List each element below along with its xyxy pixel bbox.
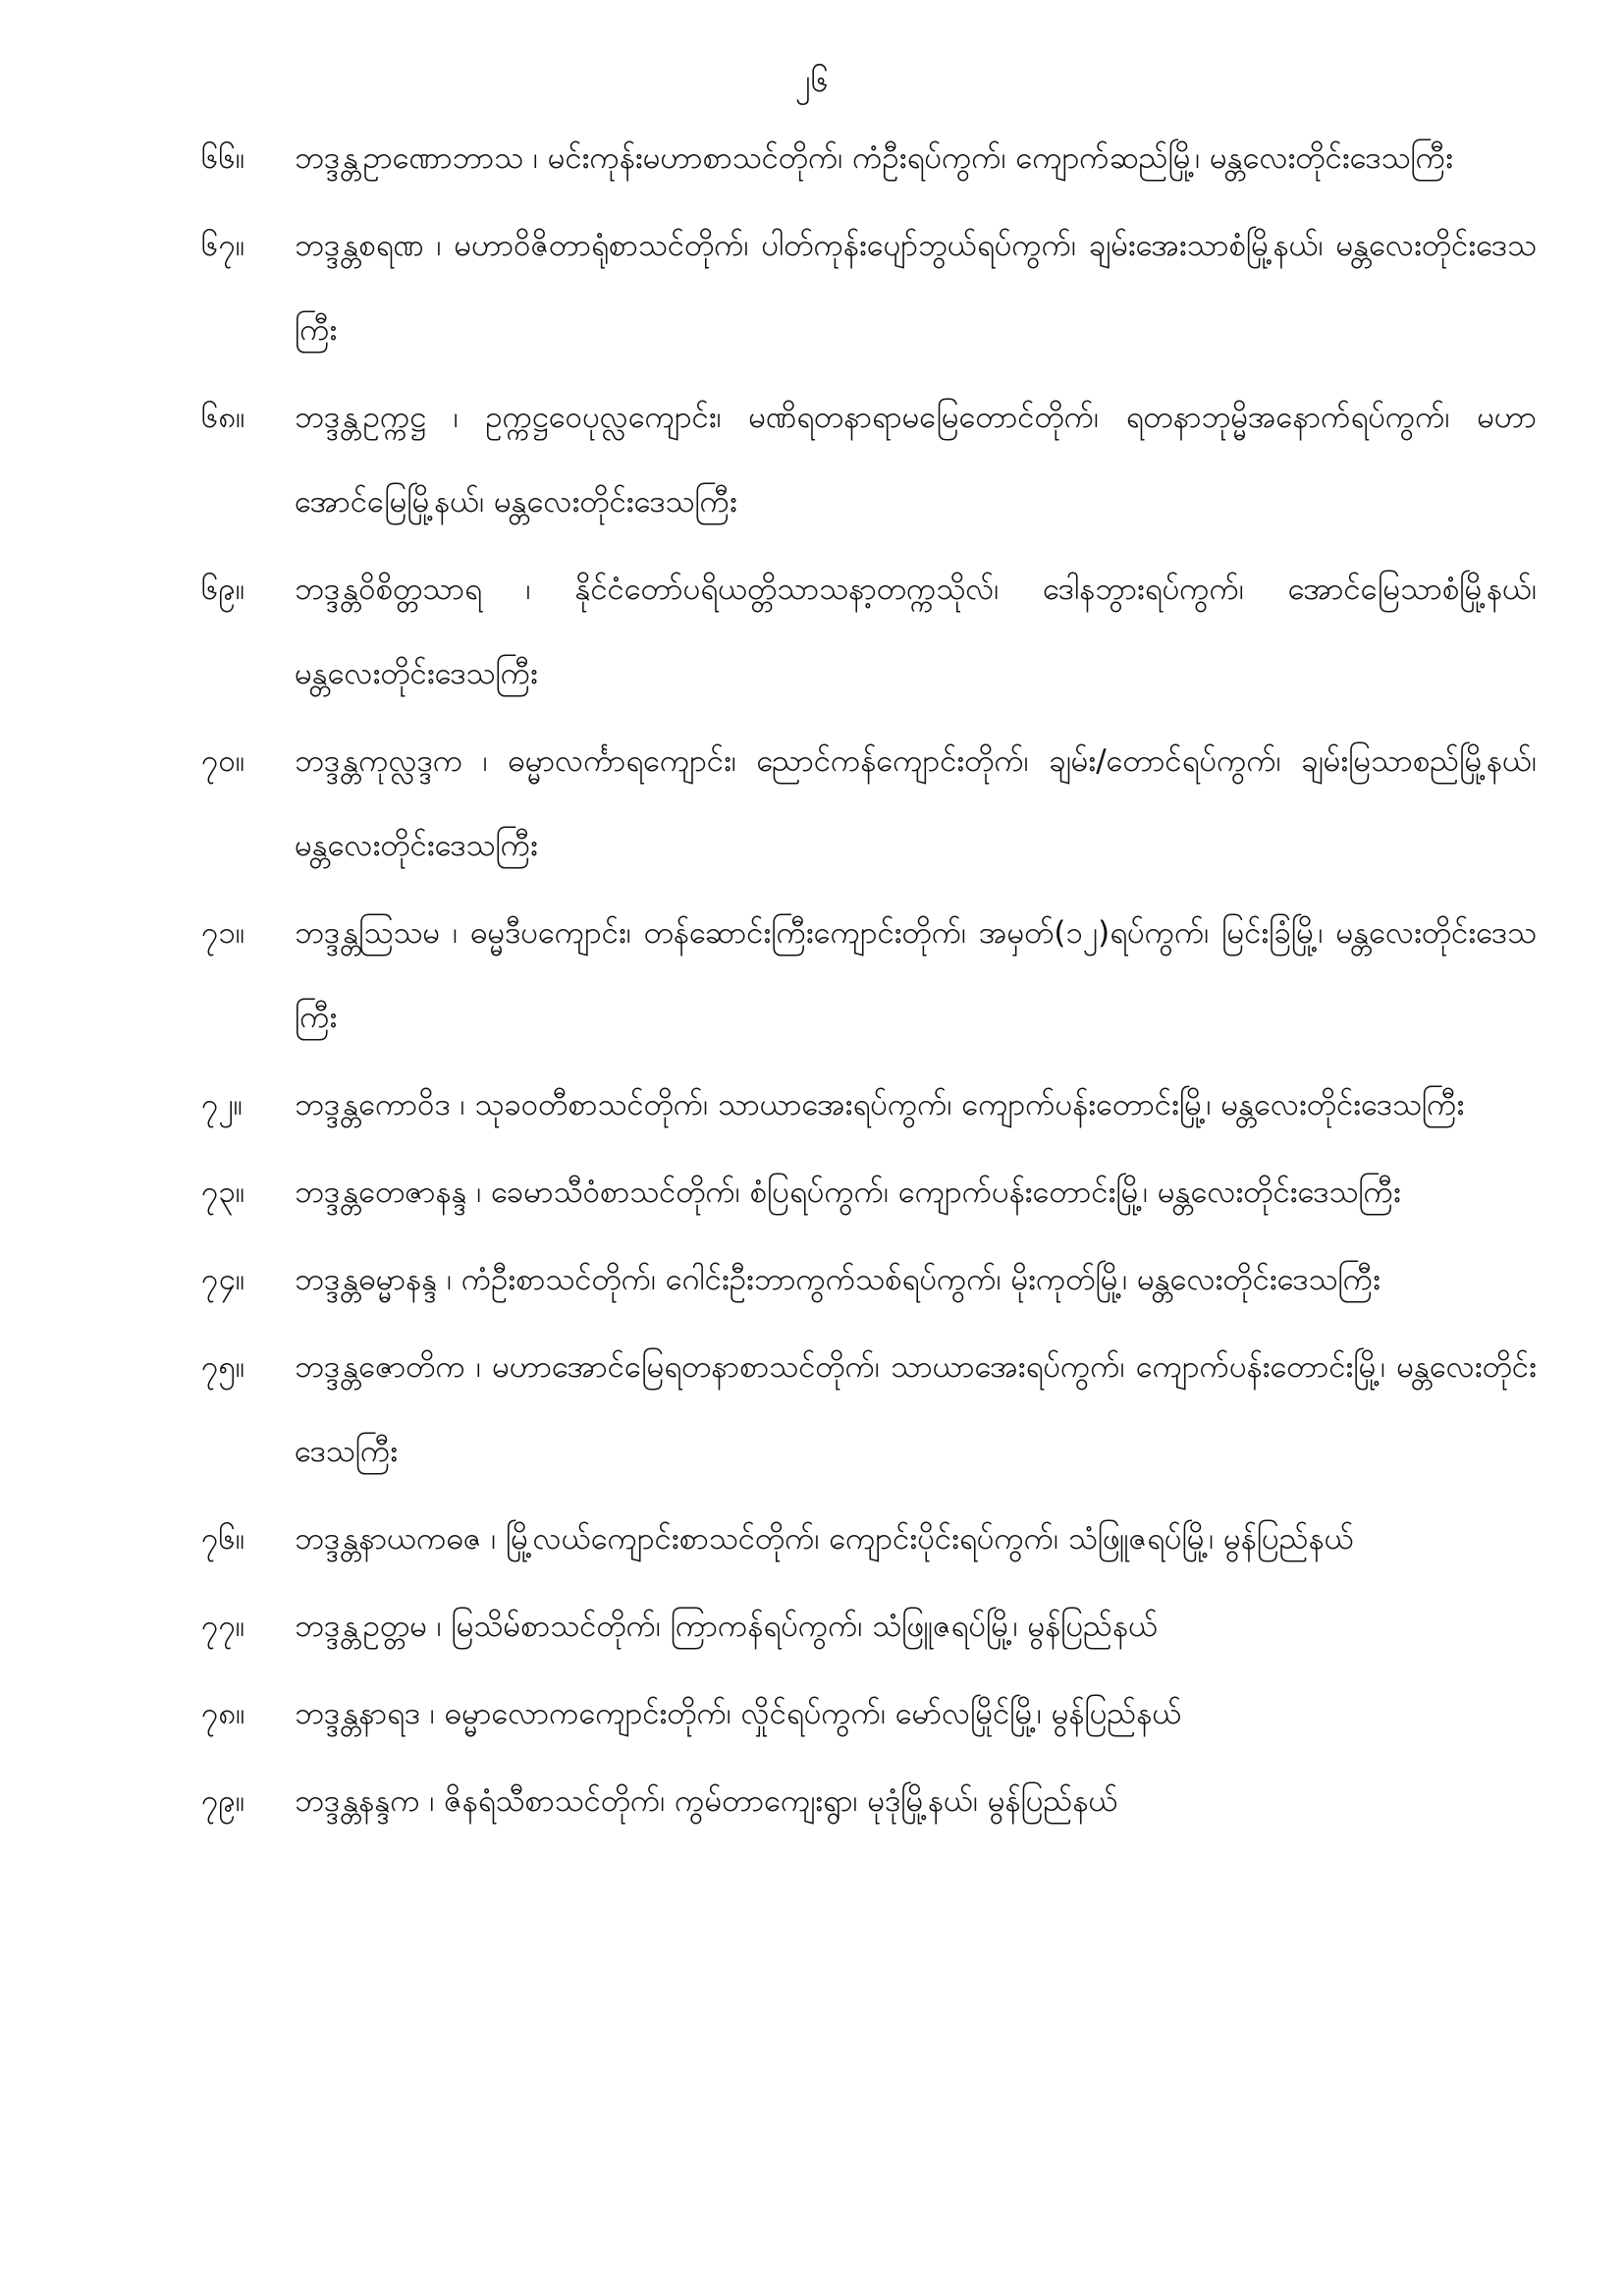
entry-text: ဘဒ္ဒန္တဝိစိတ္တသာရ ၊ နိုင်ငံတော်ပရိယတ္တိသာသနာ့တက္ကသိုလ်၊ ဒေါနဘွားရပ်ကွက်၊ အောင်မြေသာစံမြို့နယ်၊ မန္တလေးတိုင်းဒေသကြီး bbox=[295, 572, 1537, 691]
entry-number: ၇၉။ bbox=[201, 1783, 245, 1819]
list-item bbox=[201, 1237, 1537, 1322]
entry-number: ၆၆။ bbox=[201, 140, 245, 176]
entry-number: ၇၂။ bbox=[201, 1087, 244, 1122]
entry-text: ဘဒ္ဒန္တနန္ဒက ၊ ဇိနရံသီစာသင်တိုက်၊ ကွမ်တာကျေးရွာ၊ မုဒုံမြို့နယ်၊ မွန်ပြည်နယ် bbox=[295, 1783, 1118, 1819]
list-item bbox=[201, 719, 1537, 888]
entry-number: ၇၀။ bbox=[201, 743, 245, 779]
entry-number: ၇၅။ bbox=[201, 1349, 245, 1385]
entry-number: ၇၄။ bbox=[201, 1262, 245, 1297]
entry-number: ၇၆။ bbox=[201, 1521, 245, 1557]
list-item bbox=[201, 547, 1537, 716]
entry-text: ဘဒ္ဒန္တကောဝိဒ ၊ သုခဝတီစာသင်တိုက်၊ သာယာအေးရပ်ကွက်၊ ကျောက်ပန်းတောင်းမြို့၊ မန္တလေးတိုင်းဒေသကြီး bbox=[295, 1087, 1465, 1122]
entry-number: ၆၉။ bbox=[201, 572, 245, 607]
list-item bbox=[201, 116, 1537, 200]
entry-number: ၇၁။ bbox=[201, 915, 245, 951]
entry-text: ဘဒ္ဒန္တသြသမ ၊ ဓမ္မဒီပကျောင်း၊ တန်ဆောင်းကြီးကျောင်းတိုက်၊ အမှတ်(၁၂)ရပ်ကွက်၊ မြင်းခြံမြို့၊ မန္တလေးတိုင်းဒေသကြီး bbox=[295, 915, 1537, 1035]
list-item bbox=[201, 1497, 1537, 1581]
list-item bbox=[201, 891, 1537, 1060]
entry-text: ဘဒ္ဒန္တဇောတိက ၊ မဟာအောင်မြေရတနာစာသင်တိုက်၊ သာယာအေးရပ်ကွက်၊ ကျောက်ပန်းတောင်းမြို့၊ မန္တလေးတိုင်းဒေသကြီး bbox=[295, 1349, 1537, 1469]
list-item bbox=[201, 203, 1537, 372]
entry-text: ဘဒ္ဒန္တဥက္ကဋ္ဌ ၊ ဥက္ကဋ္ဌဝေပုလ္လကျောင်း၊ မဏိရတနာရာမမြေတောင်တိုက်၊ ရတနာဘုမ္မိအနောက်ရပ်ကွက်၊ မဟာအောင်မြေမြို့နယ်၊ မန္တလေးတိုင်းဒေသကြီး bbox=[295, 400, 1537, 519]
entry-number: ၇၈။ bbox=[201, 1696, 245, 1731]
entry-text: ဘဒ္ဒန္တဓမ္မာနန္ဒ ၊ ကံဦးစာသင်တိုက်၊ ဂေါင်းဦးဘာကွက်သစ်ရပ်ကွက်၊ မိုးကုတ်မြို့၊ မန္တလေးတိုင်းဒေသကြီး bbox=[295, 1262, 1380, 1297]
entry-text: ဘဒ္ဒန္တတေဇာနန္ဒ ၊ ခေမာသီဝံစာသင်တိုက်၊ စံပြရပ်ကွက်၊ ကျောက်ပန်းတောင်းမြို့၊ မန္တလေးတိုင်းဒေသကြီး bbox=[295, 1175, 1401, 1210]
list-item bbox=[201, 1671, 1537, 1756]
entry-text: ဘဒ္ဒန္တနာရဒ ၊ ဓမ္မာလောကကျောင်းတိုက်၊ လှိုင်ရပ်ကွက်၊ မော်လမြိုင်မြို့၊ မွန်ပြည်နယ် bbox=[295, 1696, 1182, 1731]
entry-number: ၆၈။ bbox=[201, 400, 245, 435]
entry-number: ၇၇။ bbox=[201, 1609, 245, 1644]
entry-number: ၆၇။ bbox=[201, 228, 245, 263]
page-number: ၂၆ bbox=[795, 62, 829, 99]
entry-text: ဘဒ္ဒန္တစရဏ ၊ မဟာဝိဇိတာရုံစာသင်တိုက်၊ ပါတ်ကုန်းပျော်ဘွယ်ရပ်ကွက်၊ ချမ်းအေးသာစံမြို့နယ်၊ မန္တလေးတိုင်းဒေသကြီး bbox=[295, 228, 1537, 348]
entry-text: ဘဒ္ဒန္တဥာဏောဘာသ ၊ မင်းကုန်းမဟာစာသင်တိုက်၊ ကံဦးရပ်ကွက်၊ ကျောက်ဆည်မြို့၊ မန္တလေးတိုင်းဒေသကြီး bbox=[295, 140, 1453, 176]
entry-text: ဘဒ္ဒန္တဥတ္တမ ၊ မြသိမ်စာသင်တိုက်၊ ကြာကန်ရပ်ကွက်၊ သံဖြူဇရပ်မြို့၊ မွန်ပြည်နယ် bbox=[295, 1609, 1159, 1644]
list-item bbox=[201, 1584, 1537, 1668]
entry-text: ဘဒ္ဒန္တနာယကဓဇ ၊ မြို့လယ်ကျောင်းစာသင်တိုက်၊ ကျောင်းပိုင်းရပ်ကွက်၊ သံဖြူဇရပ်မြို့၊ မွန်ပြည်နယ် bbox=[295, 1521, 1354, 1557]
entry-number: ၇၃။ bbox=[201, 1175, 245, 1210]
entry-list bbox=[201, 116, 1537, 1846]
entry-text: ဘဒ္ဒန္တကုလ္လဒ္ဒက ၊ ဓမ္မာလင်္ကာရကျောင်း၊ ညောင်ကန်ကျောင်းတိုက်၊ ချမ်း/တောင်ရပ်ကွက်၊ ချမ်းမြသာစည်မြို့နယ်၊ မန္တလေးတိုင်းဒေသကြီး bbox=[295, 743, 1537, 863]
list-item bbox=[201, 1063, 1537, 1147]
list-item bbox=[201, 1150, 1537, 1234]
list-item bbox=[201, 375, 1537, 544]
list-item bbox=[201, 1759, 1537, 1843]
list-item bbox=[201, 1325, 1537, 1494]
